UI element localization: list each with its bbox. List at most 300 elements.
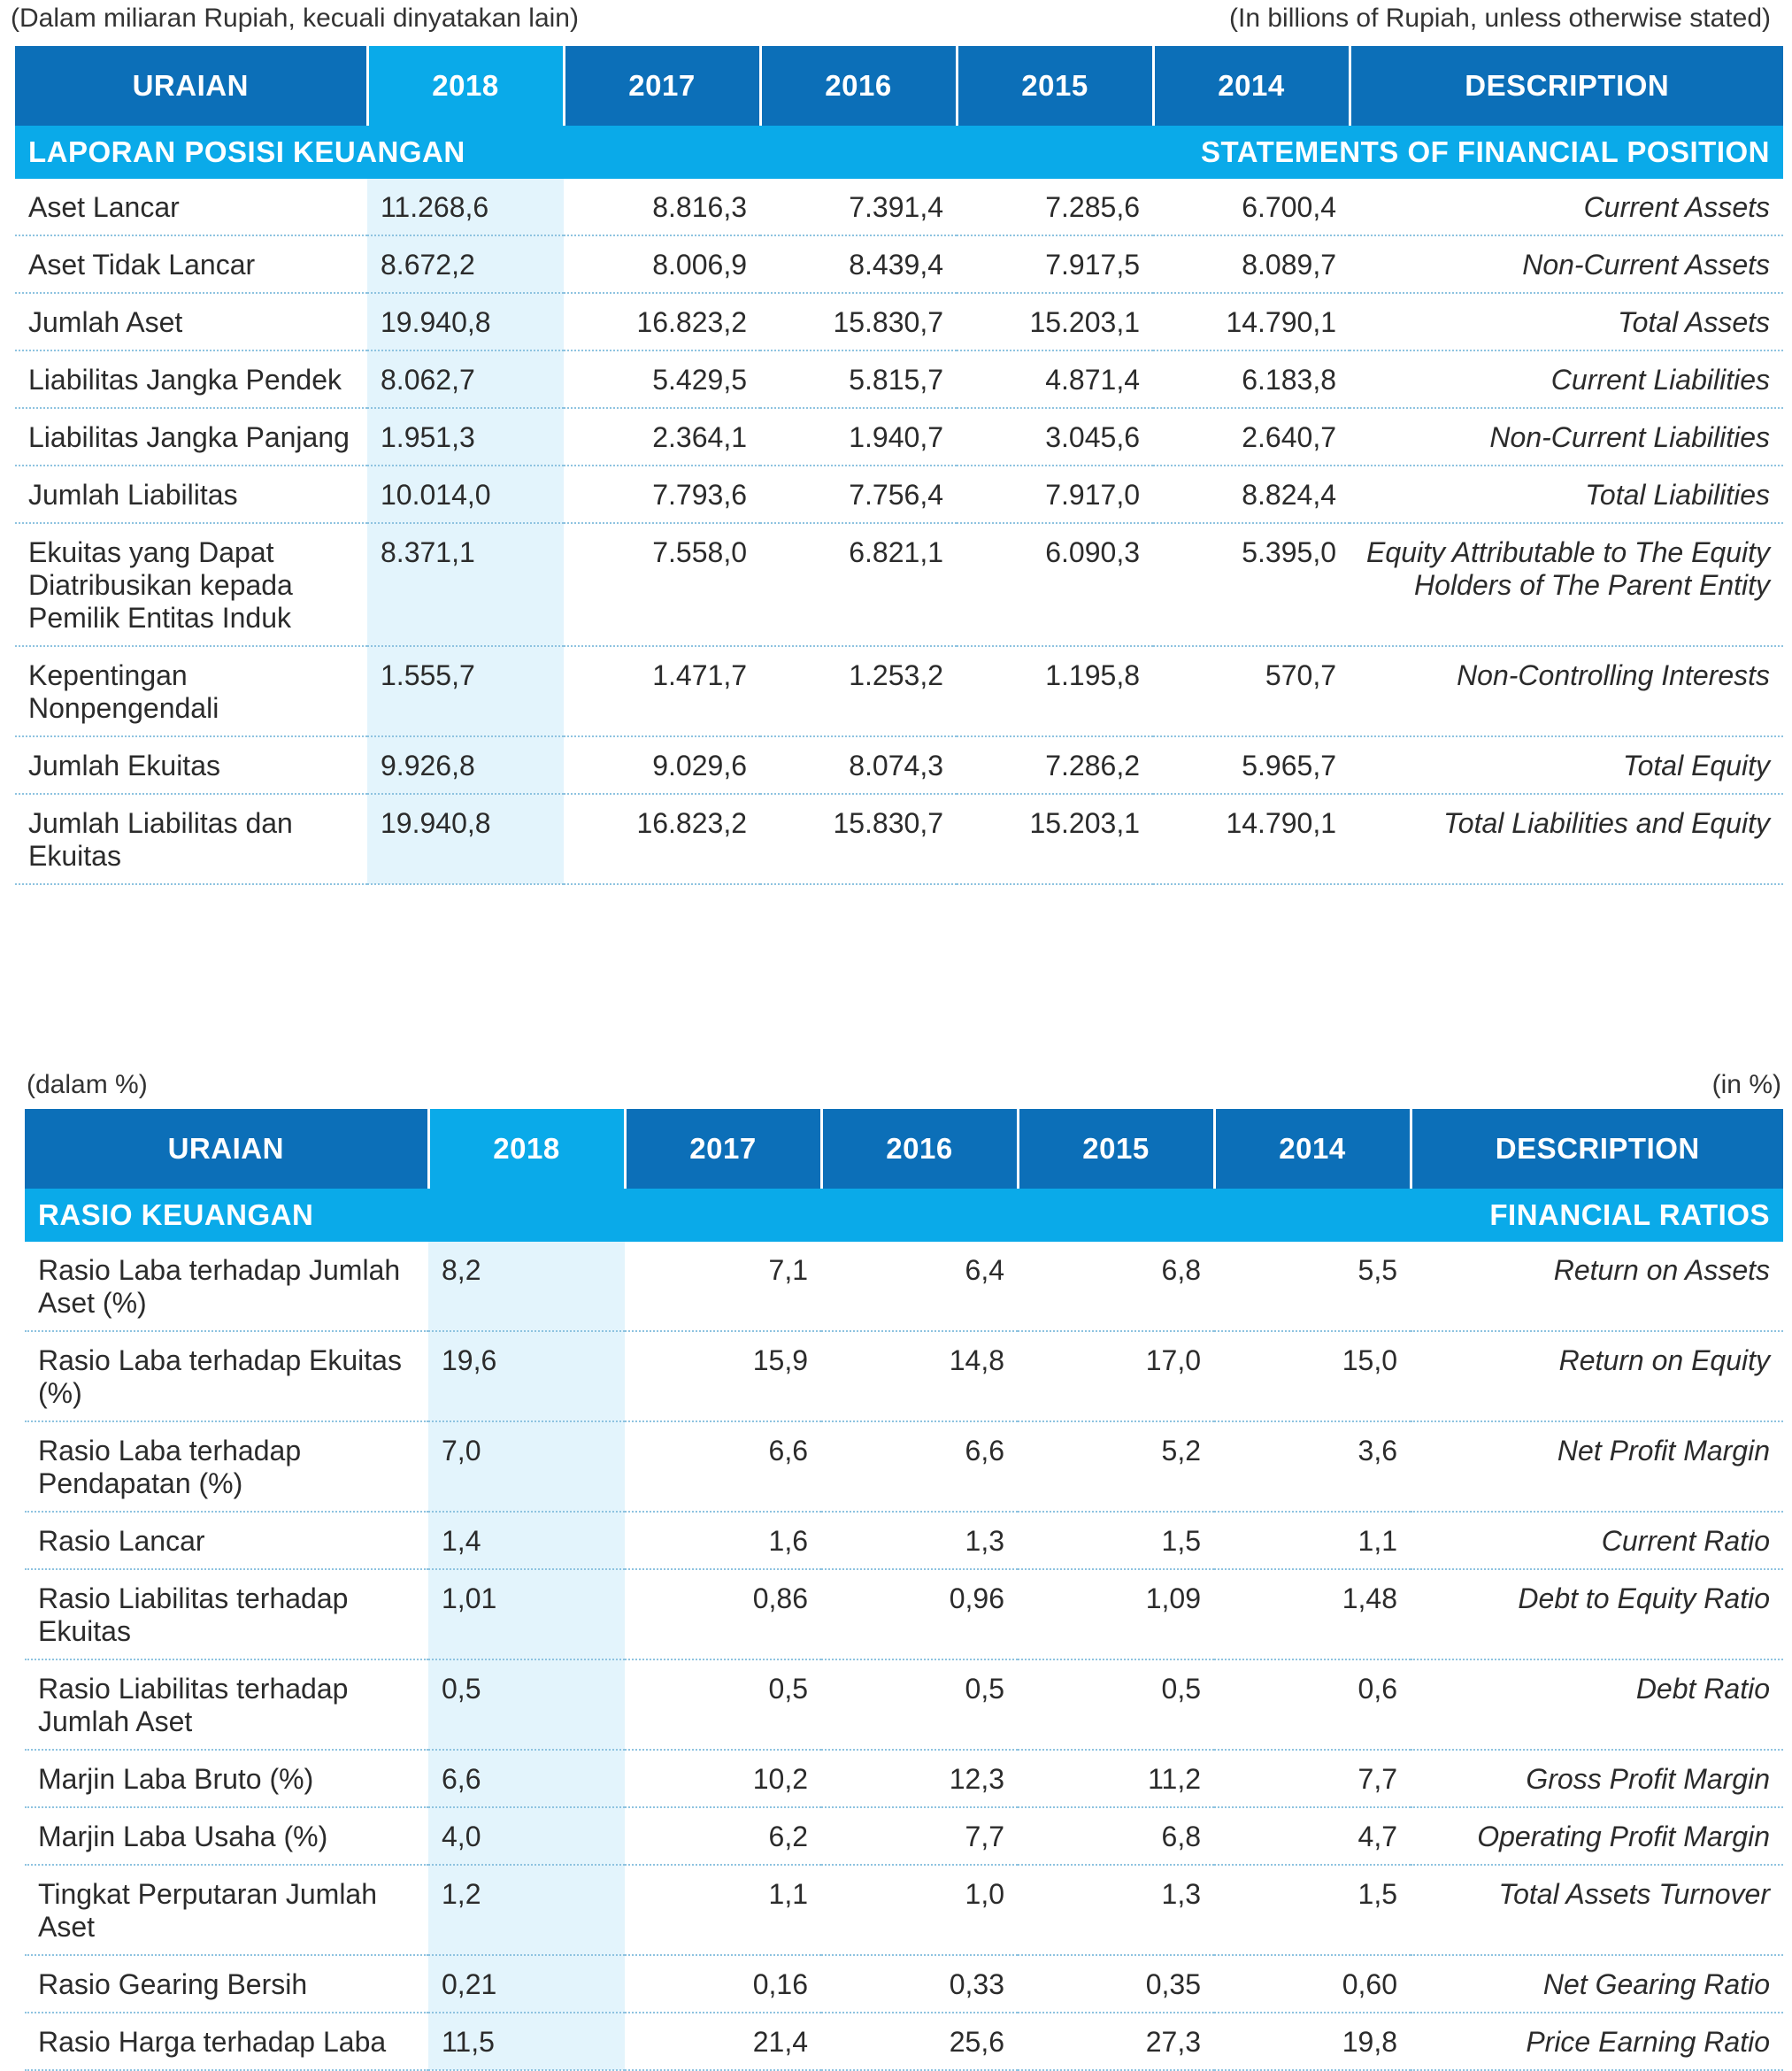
value-2015-cell	[1018, 1242, 1214, 1331]
value-2017-cell	[564, 350, 760, 408]
value-2016-text: 0,5	[965, 1673, 1004, 1705]
value-2016-text: 5.815,7	[849, 364, 943, 396]
value-2018-cell	[367, 466, 564, 523]
value-2015-cell	[957, 350, 1153, 408]
value-2017-cell	[564, 179, 760, 235]
row-label-text: Rasio Gearing Bersih	[38, 1968, 308, 2000]
row-description-cell	[1411, 1569, 1783, 1659]
row-label-cell	[25, 1807, 428, 1865]
row-label-text: Marjin Laba Bruto (%)	[38, 1763, 314, 1795]
value-2014-text: 14.790,1	[1226, 306, 1336, 338]
table-row	[25, 1421, 1783, 1512]
row-label-cell	[15, 179, 367, 235]
value-2016-cell	[821, 1421, 1018, 1512]
row-label-cell	[25, 1421, 428, 1512]
value-2017-text: 6,6	[768, 1435, 808, 1467]
row-label-cell	[15, 235, 367, 293]
row-label-cell	[15, 408, 367, 466]
value-2018-cell	[367, 179, 564, 235]
value-2018-cell	[428, 1569, 625, 1659]
row-description-cell	[1350, 235, 1783, 293]
value-2015-cell	[1018, 2013, 1214, 2070]
row-description-cell	[1411, 1659, 1783, 1750]
value-2017-cell	[625, 1955, 821, 2013]
row-description-text: Price Earning Ratio	[1526, 2026, 1770, 2058]
row-description-cell	[1411, 1331, 1783, 1421]
row-label-text: Rasio Liabilitas terhadap Jumlah Aset	[38, 1673, 349, 1737]
section-title-left: RASIO KEUANGAN	[25, 1189, 625, 1242]
row-label-cell	[25, 1569, 428, 1659]
value-2016-cell	[760, 736, 957, 794]
value-2015-cell	[1018, 1659, 1214, 1750]
value-2015-text: 6,8	[1161, 1821, 1201, 1852]
value-2016-cell	[821, 1750, 1018, 1807]
table-row	[15, 350, 1783, 408]
row-label-cell	[15, 736, 367, 794]
value-2017-text: 16.823,2	[636, 306, 747, 338]
value-2015-text: 27,3	[1145, 2026, 1201, 2058]
value-2015-cell	[957, 235, 1153, 293]
value-2017-cell	[564, 523, 760, 646]
value-2014-text: 3,6	[1357, 1435, 1397, 1467]
value-2018-text: 1.555,7	[381, 659, 475, 691]
row-label-cell	[25, 1659, 428, 1750]
value-2014-cell	[1153, 179, 1350, 235]
value-2015-text: 7.917,0	[1045, 479, 1140, 511]
row-label-cell	[15, 350, 367, 408]
value-2017-cell	[625, 1659, 821, 1750]
value-2016-cell	[760, 235, 957, 293]
header-2017: 2017	[564, 46, 760, 126]
value-2018-text: 0,21	[442, 1968, 497, 2000]
row-label-text: Liabilitas Jangka Pendek	[28, 364, 342, 396]
value-2015-text: 6.090,3	[1045, 536, 1140, 568]
value-2015-cell	[957, 179, 1153, 235]
value-2015-cell	[1018, 1807, 1214, 1865]
value-2018-cell	[367, 736, 564, 794]
value-2014-text: 2.640,7	[1242, 421, 1336, 453]
row-description-text: Gross Profit Margin	[1526, 1763, 1770, 1795]
value-2016-cell	[821, 1512, 1018, 1569]
table-row	[25, 1659, 1783, 1750]
table-row	[25, 1750, 1783, 1807]
header-2014: 2014	[1153, 46, 1350, 126]
table-row	[25, 1242, 1783, 1331]
value-2014-cell	[1153, 293, 1350, 350]
table-row	[25, 1807, 1783, 1865]
header-2016: 2016	[821, 1109, 1018, 1189]
value-2018-text: 8.672,2	[381, 249, 475, 281]
value-2016-text: 8.439,4	[849, 249, 943, 281]
value-2017-cell	[564, 646, 760, 736]
value-2014-text: 19,8	[1342, 2026, 1397, 2058]
value-2014-cell	[1153, 408, 1350, 466]
row-label-cell	[25, 1865, 428, 1955]
row-description-cell	[1350, 179, 1783, 235]
value-2016-text: 8.074,3	[849, 750, 943, 781]
value-2017-text: 8.006,9	[652, 249, 747, 281]
value-2018-cell	[428, 1659, 625, 1750]
row-label-text: Marjin Laba Usaha (%)	[38, 1821, 328, 1852]
value-2014-cell	[1214, 1242, 1411, 1331]
row-description-cell	[1411, 1750, 1783, 1807]
value-2015-cell	[1018, 1955, 1214, 2013]
row-label-cell	[15, 466, 367, 523]
value-2016-text: 7.756,4	[849, 479, 943, 511]
value-2014-text: 570,7	[1265, 659, 1336, 691]
value-2016-text: 6,4	[965, 1254, 1004, 1286]
value-2014-text: 8.089,7	[1242, 249, 1336, 281]
header-2017: 2017	[625, 1109, 821, 1189]
value-2017-text: 8.816,3	[652, 191, 747, 223]
row-description-text: Return on Assets	[1553, 1254, 1770, 1286]
row-label-text: Tingkat Perputaran Jumlah Aset	[38, 1878, 378, 1943]
value-2014-cell	[1153, 794, 1350, 884]
value-2018-text: 11.268,6	[381, 191, 489, 223]
value-2018-cell	[428, 1421, 625, 1512]
table-row	[15, 646, 1783, 736]
row-description-text: Current Ratio	[1601, 1525, 1770, 1557]
value-2017-text: 2.364,1	[652, 421, 747, 453]
value-2017-cell	[625, 2013, 821, 2070]
value-2018-text: 19.940,8	[381, 306, 491, 338]
value-2018-text: 4,0	[442, 1821, 481, 1852]
value-2015-text: 1,3	[1161, 1878, 1201, 1910]
value-2014-text: 1,5	[1357, 1878, 1397, 1910]
value-2017-cell	[564, 466, 760, 523]
value-2015-cell	[957, 523, 1153, 646]
value-2016-cell	[821, 1331, 1018, 1421]
value-2017-cell	[564, 293, 760, 350]
value-2015-text: 3.045,6	[1045, 421, 1140, 453]
row-description-cell	[1350, 408, 1783, 466]
table-row	[25, 1331, 1783, 1421]
table-row	[15, 794, 1783, 884]
value-2017-cell	[625, 1865, 821, 1955]
value-2015-text: 7.286,2	[1045, 750, 1140, 781]
value-2015-text: 17,0	[1145, 1344, 1201, 1376]
value-2017-cell	[625, 1807, 821, 1865]
value-2018-cell	[428, 1242, 625, 1331]
value-2018-cell	[367, 523, 564, 646]
table-row	[25, 1955, 1783, 2013]
value-2014-cell	[1214, 1421, 1411, 1512]
value-2018-cell	[428, 1331, 625, 1421]
value-2018-cell	[428, 1750, 625, 1807]
row-label-cell	[25, 2013, 428, 2070]
row-label-cell	[15, 293, 367, 350]
value-2018-text: 10.014,0	[381, 479, 491, 511]
table-row	[25, 1865, 1783, 1955]
value-2014-cell	[1214, 1331, 1411, 1421]
value-2015-text: 4.871,4	[1045, 364, 1140, 396]
value-2015-text: 0,5	[1161, 1673, 1201, 1705]
header-2015: 2015	[1018, 1109, 1214, 1189]
value-2016-cell	[760, 466, 957, 523]
table-row	[25, 2013, 1783, 2070]
value-2014-text: 5.395,0	[1242, 536, 1336, 568]
value-2015-cell	[1018, 1569, 1214, 1659]
value-2016-cell	[821, 1865, 1018, 1955]
value-2017-text: 15,9	[752, 1344, 808, 1376]
header-uraian: URAIAN	[25, 1109, 428, 1189]
row-description-text: Net Gearing Ratio	[1542, 1968, 1770, 2000]
row-description-cell	[1350, 646, 1783, 736]
row-label-text: Ekuitas yang Dapat Diatribusikan kepada Pemilik Entitas Induk	[28, 536, 293, 634]
value-2015-text: 11,2	[1148, 1763, 1201, 1795]
value-2017-text: 7,1	[768, 1254, 808, 1286]
value-2014-text: 5.965,7	[1242, 750, 1336, 781]
value-2014-text: 4,7	[1357, 1821, 1397, 1852]
value-2015-text: 15.203,1	[1029, 807, 1140, 839]
value-2016-text: 7,7	[965, 1821, 1004, 1852]
value-2018-cell	[367, 235, 564, 293]
value-2014-cell	[1214, 1955, 1411, 2013]
value-2018-cell	[428, 1865, 625, 1955]
row-description-cell	[1411, 1242, 1783, 1331]
value-2016-cell	[760, 794, 957, 884]
value-2017-text: 7.793,6	[652, 479, 747, 511]
value-2016-cell	[821, 1955, 1018, 2013]
row-description-cell	[1411, 2013, 1783, 2070]
row-description-text: Debt Ratio	[1635, 1673, 1770, 1705]
value-2018-text: 9.926,8	[381, 750, 475, 781]
value-2018-cell	[428, 2013, 625, 2070]
row-label-cell	[15, 794, 367, 884]
value-2016-text: 1,0	[965, 1878, 1004, 1910]
section-band	[15, 126, 1783, 179]
value-2018-text: 19.940,8	[381, 807, 491, 839]
header-2014: 2014	[1214, 1109, 1411, 1189]
row-description-text: Total Assets Turnover	[1498, 1878, 1770, 1910]
row-description-text: Non-Current Assets	[1522, 249, 1770, 281]
row-description-cell	[1350, 293, 1783, 350]
row-description-text: Total Liabilities and Equity	[1443, 807, 1770, 839]
row-label-text: Jumlah Liabilitas dan Ekuitas	[28, 807, 293, 872]
header-2016: 2016	[760, 46, 957, 126]
value-2016-text: 15.830,7	[833, 807, 943, 839]
value-2017-cell	[625, 1421, 821, 1512]
header-description: DESCRIPTION	[1350, 46, 1783, 126]
row-description-text: Total Equity	[1622, 750, 1770, 781]
value-2016-text: 1.940,7	[849, 421, 943, 453]
value-2018-text: 1.951,3	[381, 421, 475, 453]
row-description-text: Non-Controlling Interests	[1457, 659, 1770, 691]
value-2014-cell	[1214, 1865, 1411, 1955]
value-2014-cell	[1214, 2013, 1411, 2070]
row-description-text: Current Liabilities	[1550, 364, 1770, 396]
value-2017-text: 0,16	[752, 1968, 808, 2000]
value-2016-cell	[821, 1807, 1018, 1865]
value-2014-text: 8.824,4	[1242, 479, 1336, 511]
value-2018-cell	[428, 1512, 625, 1569]
row-description-cell	[1411, 1421, 1783, 1512]
value-2015-text: 1,09	[1145, 1582, 1201, 1614]
value-2015-text: 1.195,8	[1045, 659, 1140, 691]
value-2014-cell	[1153, 466, 1350, 523]
row-label-cell	[25, 1955, 428, 2013]
value-2018-text: 1,2	[442, 1878, 481, 1910]
financial-position-table	[15, 46, 1783, 885]
value-2015-cell	[957, 466, 1153, 523]
value-2017-cell	[564, 235, 760, 293]
value-2016-cell	[821, 1659, 1018, 1750]
unit-note-right: (In billions of Rupiah, unless otherwise stated)	[1229, 4, 1771, 33]
row-label-text: Rasio Laba terhadap Ekuitas (%)	[38, 1344, 402, 1409]
value-2014-text: 6.183,8	[1242, 364, 1336, 396]
value-2016-cell	[821, 1242, 1018, 1331]
value-2016-text: 6,6	[965, 1435, 1004, 1467]
row-label-text: Rasio Lancar	[38, 1525, 205, 1557]
value-2018-cell	[367, 408, 564, 466]
table-header	[15, 46, 1783, 126]
value-2014-text: 14.790,1	[1226, 807, 1336, 839]
unit-note-left: (Dalam miliaran Rupiah, kecuali dinyatakan lain)	[11, 4, 579, 33]
value-2018-cell	[367, 293, 564, 350]
value-2015-cell	[957, 646, 1153, 736]
value-2017-cell	[625, 1331, 821, 1421]
value-2015-text: 0,35	[1145, 1968, 1201, 2000]
value-2018-cell	[367, 646, 564, 736]
value-2018-text: 8,2	[442, 1254, 481, 1286]
value-2016-cell	[760, 350, 957, 408]
row-label-cell	[25, 1331, 428, 1421]
table-row	[15, 408, 1783, 466]
table-row	[25, 1569, 1783, 1659]
value-2017-text: 10,2	[752, 1763, 808, 1795]
header-uraian: URAIAN	[15, 46, 367, 126]
value-2014-cell	[1153, 736, 1350, 794]
value-2016-cell	[821, 1569, 1018, 1659]
value-2018-text: 11,5	[442, 2026, 495, 2058]
value-2016-cell	[760, 408, 957, 466]
value-2014-text: 15,0	[1342, 1344, 1397, 1376]
row-description-cell	[1350, 794, 1783, 884]
header-2015: 2015	[957, 46, 1153, 126]
row-description-cell	[1411, 1955, 1783, 2013]
section-title-right: FINANCIAL RATIOS	[625, 1189, 1783, 1242]
table-row	[15, 293, 1783, 350]
value-2015-cell	[957, 408, 1153, 466]
value-2015-cell	[957, 794, 1153, 884]
table-row	[15, 179, 1783, 235]
value-2017-text: 0,86	[752, 1582, 808, 1614]
value-2016-cell	[760, 523, 957, 646]
row-label-text: Aset Lancar	[28, 191, 180, 223]
value-2016-cell	[760, 646, 957, 736]
row-label-cell	[15, 523, 367, 646]
value-2018-cell	[428, 1955, 625, 2013]
value-2015-cell	[1018, 1750, 1214, 1807]
table-row	[25, 1512, 1783, 1569]
value-2016-text: 7.391,4	[849, 191, 943, 223]
value-2016-text: 14,8	[949, 1344, 1004, 1376]
value-2016-text: 1.253,2	[849, 659, 943, 691]
value-2017-text: 16.823,2	[636, 807, 747, 839]
value-2014-cell	[1214, 1750, 1411, 1807]
value-2016-text: 1,3	[965, 1525, 1004, 1557]
header-2018: 2018	[367, 46, 564, 126]
row-description-text: Return on Equity	[1558, 1344, 1770, 1376]
row-label-cell	[25, 1750, 428, 1807]
row-label-text: Jumlah Aset	[28, 306, 183, 338]
value-2017-text: 1,6	[768, 1525, 808, 1557]
value-2014-text: 7,7	[1357, 1763, 1397, 1795]
value-2014-text: 0,60	[1342, 1968, 1397, 2000]
table-row	[15, 235, 1783, 293]
value-2017-text: 21,4	[752, 2026, 808, 2058]
row-label-cell	[25, 1242, 428, 1331]
row-description-text: Net Profit Margin	[1557, 1435, 1770, 1467]
row-description-text: Non-Current Liabilities	[1489, 421, 1770, 453]
value-2015-cell	[1018, 1512, 1214, 1569]
value-2014-cell	[1153, 235, 1350, 293]
value-2015-cell	[957, 736, 1153, 794]
value-2017-cell	[564, 794, 760, 884]
value-2017-text: 0,5	[768, 1673, 808, 1705]
unit-note-left: (dalam %)	[27, 1070, 148, 1099]
value-2017-cell	[625, 1750, 821, 1807]
value-2015-text: 1,5	[1161, 1525, 1201, 1557]
value-2016-cell	[821, 2013, 1018, 2070]
value-2017-cell	[564, 736, 760, 794]
header-2018: 2018	[428, 1109, 625, 1189]
value-2014-text: 1,48	[1342, 1582, 1397, 1614]
row-description-text: Equity Attributable to The Equity Holders of The Parent Entity	[1366, 536, 1770, 601]
value-2017-cell	[625, 1242, 821, 1331]
table-row	[15, 523, 1783, 646]
value-2015-cell	[1018, 1331, 1214, 1421]
value-2018-text: 1,4	[442, 1525, 481, 1557]
value-2016-text: 6.821,1	[849, 536, 943, 568]
value-2015-cell	[1018, 1421, 1214, 1512]
value-2018-text: 6,6	[442, 1763, 481, 1795]
row-description-text: Total Assets	[1618, 306, 1770, 338]
row-description-cell	[1411, 1865, 1783, 1955]
row-description-cell	[1350, 523, 1783, 646]
value-2016-cell	[760, 179, 957, 235]
value-2016-text: 12,3	[949, 1763, 1004, 1795]
value-2015-cell	[1018, 1865, 1214, 1955]
row-label-text: Jumlah Ekuitas	[28, 750, 220, 781]
value-2018-cell	[367, 350, 564, 408]
value-2016-cell	[760, 293, 957, 350]
unit-note-right: (in %)	[1711, 1070, 1781, 1099]
value-2014-text: 5,5	[1357, 1254, 1397, 1286]
row-description-cell	[1350, 350, 1783, 408]
value-2016-text: 0,96	[949, 1582, 1004, 1614]
row-description-text: Operating Profit Margin	[1477, 1821, 1770, 1852]
value-2018-text: 0,5	[442, 1673, 481, 1705]
value-2015-cell	[957, 293, 1153, 350]
section-title-right: STATEMENTS OF FINANCIAL POSITION	[564, 126, 1783, 179]
value-2018-text: 1,01	[442, 1582, 497, 1614]
row-label-text: Rasio Laba terhadap Pendapatan (%)	[38, 1435, 302, 1499]
value-2015-text: 7.917,5	[1045, 249, 1140, 281]
value-2014-cell	[1214, 1569, 1411, 1659]
value-2018-text: 19,6	[442, 1344, 497, 1376]
row-description-text: Total Liabilities	[1585, 479, 1770, 511]
financial-ratios-table	[25, 1109, 1783, 2071]
value-2014-text: 6.700,4	[1242, 191, 1336, 223]
value-2017-text: 1,1	[768, 1878, 808, 1910]
value-2017-text: 7.558,0	[652, 536, 747, 568]
value-2017-cell	[564, 408, 760, 466]
value-2014-cell	[1153, 350, 1350, 408]
value-2015-text: 15.203,1	[1029, 306, 1140, 338]
value-2017-cell	[625, 1512, 821, 1569]
value-2018-cell	[367, 794, 564, 884]
